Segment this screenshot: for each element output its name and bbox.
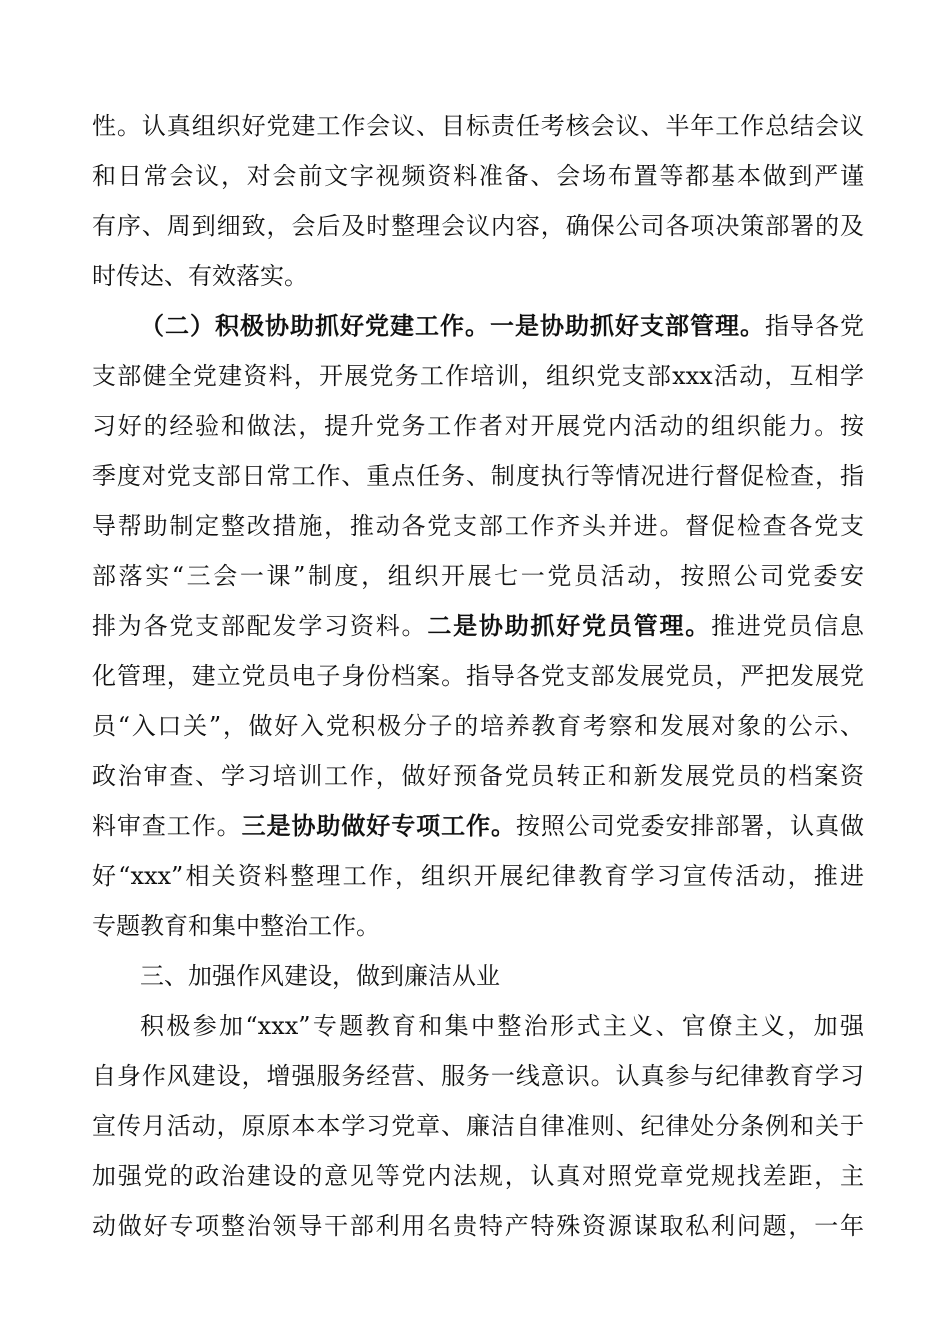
para2-line-11-post: 按照公司党委安排部署，认真做 (515, 812, 865, 840)
section3-line-1: 积极参加“xxx”专题教育和集中整治形式主义、官僚主义，加强 (140, 1012, 864, 1040)
para2-line-10: 政治审查、学习培训工作，做好预备党员转正和新发展党员的档案资 (92, 762, 864, 790)
para2-line-5: 导帮助制定整改措施，推动各党支部工作齐头并进。督促检查各党支 (92, 512, 864, 540)
para2-line-4: 季度对党支部日常工作、重点任务、制度执行等情况进行督促检查，指 (92, 462, 864, 490)
subheading-branch-management: 一是协助抓好支部管理。 (490, 311, 765, 340)
para1-line-3: 有序、周到细致，会后及时整理会议内容，确保公司各项决策部署的及 (92, 212, 864, 240)
para1-line-2: 和日常会议，对会前文字视频资料准备、会场布置等都基本做到严谨 (92, 162, 864, 190)
section3-line-5: 动做好专项整治领导干部利用名贵特产特殊资源谋取私利问题，一年 (92, 1212, 864, 1240)
section3-line-4: 加强党的政治建设的意见等党内法规，认真对照党章党规找差距，主 (92, 1162, 864, 1190)
para2-line-2: 支部健全党建资料，开展党务工作培训，组织党支部xxx活动，互相学 (92, 362, 864, 390)
section-heading: （二）积极协助抓好党建工作。 (140, 311, 490, 340)
subheading-special-work: 三是协助做好专项工作。 (241, 811, 516, 840)
para2-line-13: 专题教育和集中整治工作。 (92, 912, 380, 940)
para2-line-9: 员“入口关”，做好入党积极分子的培养教育考察和发展对象的公示、 (92, 712, 864, 740)
para2-line-12: 好“xxx”相关资料整理工作，组织开展纪律教育学习宣传活动，推进 (92, 862, 864, 890)
section3-line-3: 宣传月活动，原原本本学习党章、廉洁自律准则、纪律处分条例和关于 (92, 1112, 864, 1140)
para2-line-11-pre: 料审查工作。 (92, 812, 242, 840)
para1-line-1: 性。认真组织好党建工作会议、目标责任考核会议、半年工作总结会议 (92, 112, 864, 140)
para2-line-3: 习好的经验和做法，提升党务工作者对开展党内活动的组织能力。按 (92, 412, 864, 440)
para2-line-8: 化管理，建立党员电子身份档案。指导各党支部发展党员，严把发展党 (92, 662, 864, 690)
para2-line-7-post: 推进党员信息 (711, 612, 865, 640)
para2-line-7 (92, 606, 864, 646)
para2-line-7-pre: 排为各党支部配发学习资料。 (92, 612, 428, 640)
para1-line-4: 时传达、有效落实。 (92, 262, 308, 290)
para2-line-1 (140, 306, 864, 346)
section3-heading: 三、加强作风建设，做到廉洁从业 (140, 962, 500, 990)
para2-line-6: 部落实“三会一课”制度，组织开展七一党员活动，按照公司党委安 (92, 562, 864, 590)
subheading-member-management: 二是协助抓好党员管理。 (427, 611, 712, 640)
para2-line-1-text: 指导各党 (765, 312, 864, 340)
section3-line-2: 自身作风建设，增强服务经营、服务一线意识。认真参与纪律教育学习 (92, 1062, 864, 1090)
para2-line-11 (92, 806, 864, 846)
